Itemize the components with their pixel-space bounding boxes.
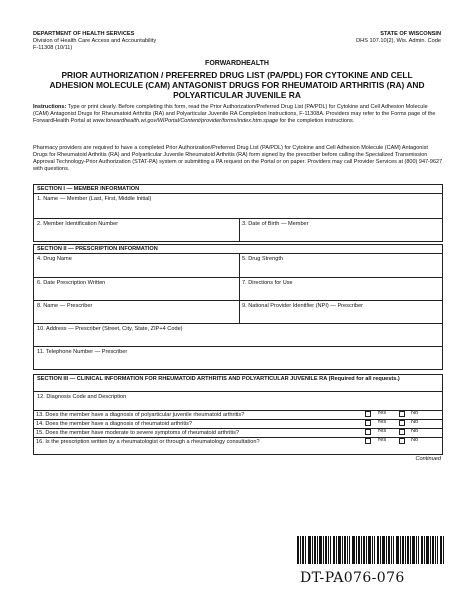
q13-no-checkbox[interactable] xyxy=(399,411,405,417)
instructions-paragraph xyxy=(33,104,443,125)
date-written-field[interactable]: 6. Date Prescription Written xyxy=(34,277,239,300)
q13-yes-checkbox[interactable] xyxy=(365,411,371,417)
question-text: 13. Does the member have a diagnosis of polyarticular juvenile rheumatoid arthritis? xyxy=(36,412,245,418)
pharmacy-note: Pharmacy providers are required to have a completed Prior Authorization/Preferred Drug List (PA/PDL) for Cytokine and Cell Adhesion Molecule (CAM) Antagonist Drugs for Rheumatoid Arthritis (RA) and Polyarticular Juvenile Rheumatoid Arthritis (RA) form signed by the prescriber before calling the Specialized Transmission Approval Technology-Prior Authorization (STAT-PA) system or submitting a PA request on the Portal or on paper. Providers may call Provider Services at (800) 947-9627 with questions. xyxy=(33,145,443,172)
diagnosis-field[interactable]: 12. Diagnosis Code and Description xyxy=(37,394,127,400)
q14-no-checkbox[interactable] xyxy=(399,420,405,426)
directions-field[interactable]: 7. Directions for Use xyxy=(239,277,442,300)
document-code: DT-PA076-076 xyxy=(300,570,405,586)
section-2-table xyxy=(33,254,443,370)
yes-label: Yes xyxy=(377,419,387,425)
no-label: No xyxy=(411,437,419,443)
question-text: 15. Does the member have moderate to severe symptoms of rheumatoid arthritis? xyxy=(36,430,240,436)
prescriber-phone-field[interactable]: 11. Telephone Number — Prescriber xyxy=(34,346,442,369)
division-name: Division of Health Care Access and Accountability xyxy=(33,38,157,45)
member-dob-field[interactable]: 3. Date of Birth — Member xyxy=(239,218,442,241)
divider xyxy=(239,254,240,323)
yes-label: Yes xyxy=(377,428,387,434)
yes-label: Yes xyxy=(377,410,387,416)
portal-url[interactable]: www.forwardhealth.wi.gov/WIPortal/Content/provider/forms/index.htm.spage xyxy=(92,118,279,124)
section-2-heading: SECTION II — PRESCRIPTION INFORMATION xyxy=(33,244,443,254)
instructions-text: Type or print clearly. Before completing this form, read the Prior Authorization/Preferred Drug List (PA/PDL) for Cytokine and Cell Adhesion Molecule (CAM) Antagonist Drugs for Rheumatoid Arthritis (RA) and Polyarticular Juvenile RA Completion Instructions, F-11308A. Providers may refer to the Forms page of the ForwardHealth Portal at xyxy=(33,104,436,124)
question-text: 14. Does the member have a diagnosis of rheumatoid arthritis? xyxy=(36,421,193,427)
q15-no-checkbox[interactable] xyxy=(399,429,405,435)
department-name: DEPARTMENT OF HEALTH SERVICES xyxy=(33,31,135,37)
question-text: 16. Is the prescription written by a rheumatologist or through a rheumatology consultation? xyxy=(36,439,260,445)
member-id-field[interactable]: 2. Member Identification Number xyxy=(34,218,239,241)
continued-label: Continued xyxy=(415,456,441,462)
q16-no-checkbox[interactable] xyxy=(399,438,405,444)
state-name: STATE OF WISCONSIN xyxy=(380,31,441,37)
drug-strength-field[interactable]: 5. Drug Strength xyxy=(242,256,284,262)
member-name-field[interactable]: 1. Name — Member (Last, First, Middle Initial) xyxy=(37,196,152,202)
no-label: No xyxy=(411,410,419,416)
no-label: No xyxy=(411,428,419,434)
divider xyxy=(239,218,240,241)
prescriber-address-field[interactable]: 10. Address — Prescriber (Street, City, State, ZIP+4 Code) xyxy=(34,323,442,346)
instructions-text-end: for the completion instructions. xyxy=(278,118,355,124)
instructions-lead: Instructions: xyxy=(33,104,67,110)
barcode-image xyxy=(297,536,444,564)
q14-yes-checkbox[interactable] xyxy=(365,420,371,426)
drug-name-field[interactable]: 4. Drug Name xyxy=(37,256,72,262)
q16-yes-checkbox[interactable] xyxy=(365,438,371,444)
section-3-heading: SECTION III — CLINICAL INFORMATION FOR RHEUMATOID ARTHRITIS AND POLYARTICULAR JUVENILE RA (Required for all requests.) xyxy=(33,374,443,392)
agency-name: FORWARDHEALTH xyxy=(205,60,269,67)
yes-label: Yes xyxy=(377,437,387,443)
form-number: F-11308 (10/11) xyxy=(33,45,73,52)
header-left xyxy=(33,31,156,53)
prescriber-name-field[interactable]: 8. Name — Prescriber xyxy=(34,300,239,323)
header-right xyxy=(356,31,441,45)
section-1-heading: SECTION I — MEMBER INFORMATION xyxy=(33,184,443,194)
form-title: PRIOR AUTHORIZATION / PREFERRED DRUG LIST (PA/PDL) FOR CYTOKINE AND CELL ADHESION MOLECULE (CAM) ANTAGONIST DRUGS FOR RHEUMATOID ARTHRITIS (RA) AND POLYARTICULAR JUVENILE RA xyxy=(49,70,425,100)
no-label: No xyxy=(411,419,419,425)
q15-yes-checkbox[interactable] xyxy=(365,429,371,435)
prescriber-npi-field[interactable]: 9. National Provider Identifier (NPI) — Prescriber xyxy=(239,300,442,323)
admin-code: DHS 107.10(2), Wis. Admin. Code xyxy=(356,38,441,45)
section-1-table xyxy=(33,194,443,242)
